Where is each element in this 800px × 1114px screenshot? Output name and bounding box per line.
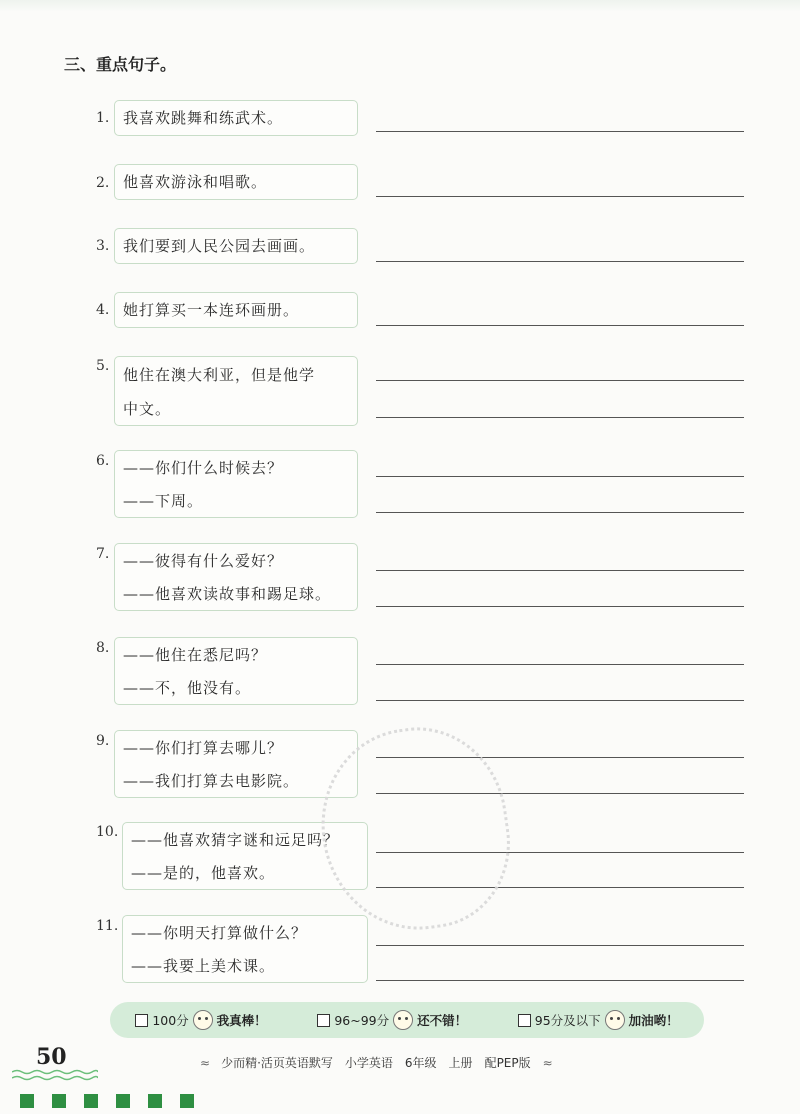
answer-line[interactable] bbox=[376, 476, 744, 477]
sentence-box bbox=[114, 637, 358, 705]
page-number: 50 bbox=[36, 1044, 67, 1070]
answer-line[interactable] bbox=[376, 606, 744, 607]
score-option-96-99[interactable] bbox=[317, 1010, 467, 1030]
sentence-box bbox=[114, 164, 358, 200]
grade: 6年级 bbox=[404, 1056, 437, 1070]
wave-decoration-icon bbox=[12, 1068, 98, 1082]
sentence-line: ——下周。 bbox=[123, 492, 204, 510]
wave-symbol: ≈ bbox=[542, 1055, 552, 1070]
sentence-line: ——他住在悉尼吗？ bbox=[123, 646, 268, 664]
sentence-line: ——我要上美术课。 bbox=[131, 957, 276, 975]
item-number: 3. bbox=[96, 238, 110, 254]
score-label: 100分 bbox=[152, 1013, 189, 1028]
answer-line[interactable] bbox=[376, 380, 744, 381]
sentence-box bbox=[114, 292, 358, 328]
subject: 小学英语 bbox=[344, 1056, 393, 1070]
praise-text: 我真棒！ bbox=[216, 1013, 267, 1028]
sentence-line: 她打算买一本连环画册。 bbox=[123, 301, 300, 319]
sentence-line: 我们要到人民公园去画画。 bbox=[123, 237, 316, 255]
book-info bbox=[200, 1054, 552, 1071]
sentence-line: 他喜欢游泳和唱歌。 bbox=[123, 173, 268, 191]
sentence-box bbox=[114, 730, 358, 798]
answer-line[interactable] bbox=[376, 512, 744, 513]
score-legend bbox=[110, 1002, 704, 1038]
checkbox[interactable] bbox=[317, 1014, 330, 1027]
sentence-line: ——不，他没有。 bbox=[123, 679, 252, 697]
sentence-line: ——我们打算去电影院。 bbox=[123, 772, 300, 790]
volume: 上册 bbox=[448, 1056, 473, 1070]
sentence-line: ——你明天打算做什么？ bbox=[131, 924, 308, 942]
sentence-line: ——彼得有什么爱好？ bbox=[123, 552, 284, 570]
item-number: 11. bbox=[96, 918, 119, 934]
item-number: 6. bbox=[96, 453, 110, 469]
answer-line[interactable] bbox=[376, 945, 744, 946]
sentence-line: ——他喜欢猜字谜和远足吗？ bbox=[131, 831, 340, 849]
item-number: 10. bbox=[96, 824, 119, 840]
sentence-line: ——你们打算去哪儿？ bbox=[123, 739, 284, 757]
thumbs-up-face-icon bbox=[193, 1010, 213, 1030]
section-title: 三、重点句子。 bbox=[64, 55, 177, 74]
sentence-line: 中文。 bbox=[123, 400, 172, 418]
item-number: 7. bbox=[96, 546, 110, 562]
sentence-box bbox=[114, 543, 358, 611]
answer-line[interactable] bbox=[376, 196, 744, 197]
sentence-box bbox=[114, 356, 358, 426]
sentence-line: ——是的，他喜欢。 bbox=[131, 864, 276, 882]
score-option-95-below[interactable] bbox=[518, 1010, 679, 1030]
smile-face-icon bbox=[393, 1010, 413, 1030]
sentence-line: ——你们什么时候去？ bbox=[123, 459, 284, 477]
sentence-box bbox=[114, 100, 358, 136]
answer-line[interactable] bbox=[376, 570, 744, 571]
item-number: 4. bbox=[96, 302, 110, 318]
sentence-box bbox=[114, 228, 358, 264]
item-number: 8. bbox=[96, 640, 110, 656]
score-option-100[interactable] bbox=[135, 1010, 266, 1030]
item-number: 1. bbox=[96, 110, 110, 126]
score-label: 96~99分 bbox=[334, 1013, 390, 1028]
item-number: 2. bbox=[96, 175, 110, 191]
answer-line[interactable] bbox=[376, 417, 744, 418]
sentence-box bbox=[122, 915, 368, 983]
top-band bbox=[0, 0, 800, 12]
edition: 配PEP版 bbox=[484, 1056, 531, 1070]
sentence-line: 他住在澳大利亚，但是他学 bbox=[123, 366, 316, 384]
sentence-box bbox=[114, 450, 358, 518]
checkbox[interactable] bbox=[135, 1014, 148, 1027]
answer-line[interactable] bbox=[376, 664, 744, 665]
green-square-decoration bbox=[20, 1094, 194, 1108]
score-label: 95分及以下 bbox=[534, 1013, 601, 1028]
checkbox[interactable] bbox=[518, 1014, 531, 1027]
answer-line[interactable] bbox=[376, 325, 744, 326]
answer-line[interactable] bbox=[376, 980, 744, 981]
item-number: 9. bbox=[96, 733, 110, 749]
answer-line[interactable] bbox=[376, 261, 744, 262]
answer-line[interactable] bbox=[376, 131, 744, 132]
praise-text: 加油哟！ bbox=[628, 1013, 679, 1028]
answer-line[interactable] bbox=[376, 700, 744, 701]
praise-text: 还不错！ bbox=[417, 1013, 468, 1028]
wave-symbol: ≈ bbox=[200, 1055, 210, 1070]
item-number: 5. bbox=[96, 358, 110, 374]
series-name: 少而精·活页英语默写 bbox=[221, 1056, 333, 1070]
sentence-line: ——他喜欢读故事和踢足球。 bbox=[123, 585, 332, 603]
cheer-face-icon bbox=[605, 1010, 625, 1030]
sentence-line: 我喜欢跳舞和练武术。 bbox=[123, 109, 284, 127]
